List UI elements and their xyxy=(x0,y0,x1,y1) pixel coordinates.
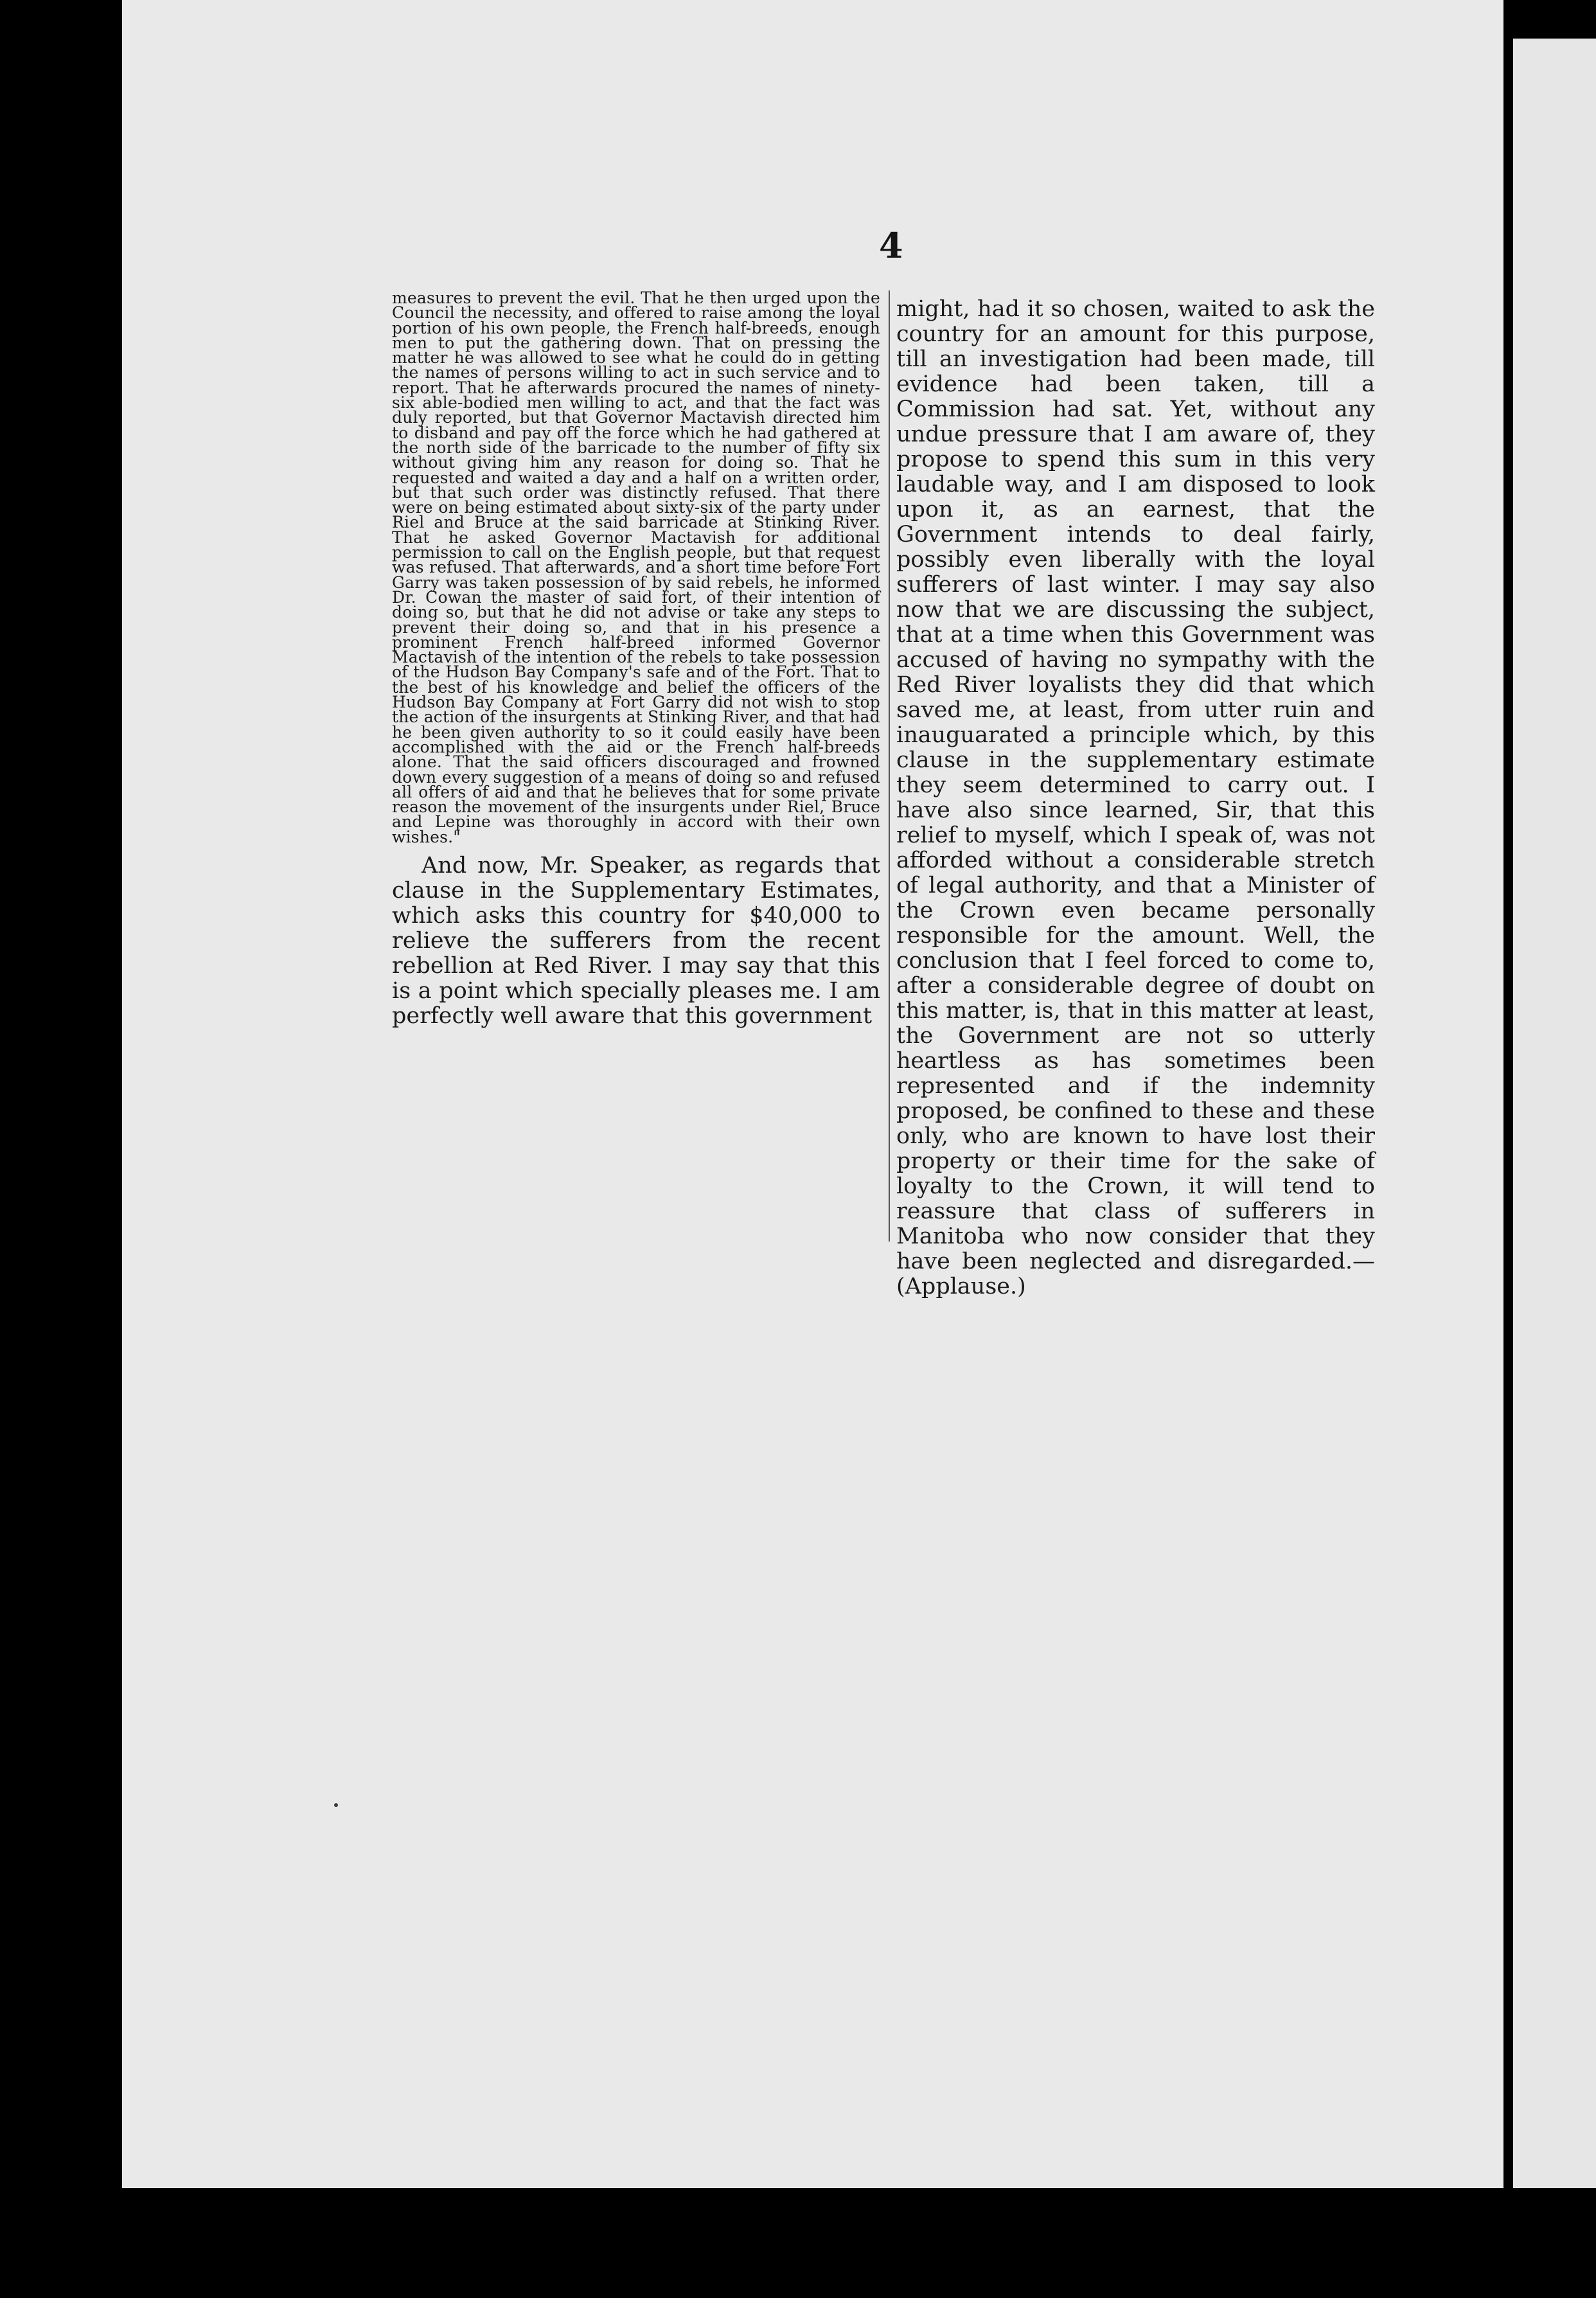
right-column-paragraph: might, had it so chosen, waited to ask the country for an amount for this purpose, till an investigation had been made, till evidence had been taken, till a Commission had sat. Yet, without any undue pressure that I am aware of, they propose to spend this sum in this very laudable way, and I am disposed to look upon it, as an earnest, that the Government intends to deal fairly, possibly even liberally with the loyal sufferers of last winter. I may say also now that we are discussing the subject, that at a time when this Government was accused of having no sympathy with the Red River loyalists they did that which saved me, at least, from utter ruin and inauguarated a principle which, by this clause in the supplementary estimate they seem determined to carry out. I have also since learned, Sir, that this relief to myself, which I speak of, was not afforded without a considerable stretch of legal authority, and that a Minister of the Crown even became personally responsible for the amount. Well, the conclusion that I feel forced to come to, after a considerable degree of doubt on this matter, is, that in this matter at least, the Government are not so utterly heartless as has sometimes been represented and if the indemnity proposed, be confined to these and these only, who are known to have lost their property or their time for the sake of loyalty to the Crown, it will tend to reassure that class of sufferers in Manitoba who now consider that they have been neglected and disregarded.—(Applause.) xyxy=(896,296,1375,1299)
quoted-testimony-paragraph: measures to prevent the evil. That he then urged upon the Council the necessity, and offered to raise among the loyal portion of his own people, the French half-breeds, enough men to put the gathering down. That on pressing the matter he was allowed to see what he could do in getting the names of persons willing to act in such service and to report. That he afterwards procured the names of ninety-six able-bodied men willing to act, and that the fact was duly reported, but that Governor Mactavish directed him to disband and pay off the force which he had gathered at the north side of the barricade to the number of fifty six without giving him any reason for doing so. That he requested and waited a day and a half on a written order, but that such order was distinctly refused. That there were on being estimated about sixty-six of the party under Riel and Bruce at the said barricade at Stinking River. That he asked Governor Mactavish for additional permission to call on the English people, but that request was refused. That afterwards, and a short time before Fort Garry was taken possession of by said rebels, he informed Dr. Cowan the master of said fort, of their intention of doing so, but that he did not advise or take any steps to prevent their doing so, and that in his presence a prominent French half-breed informed Governor Mactavish of the intention of the rebels to take possession of the Hudson Bay Company's safe and of the Fort. That to the best of his knowledge and belief the officers of the Hudson Bay Company at Fort Garry did not wish to stop the action of the insurgents at Stinking River, and that had he been given authority to so it could easily have been accomplished with the aid or the French half-breeds alone. That the said officers discouraged and frowned down every suggestion of a means of doing so and refused all offers of aid and that he believes that for some private reason the movement of the insurgents under Riel, Bruce and Lepine was thoroughly in accord with their own wishes." xyxy=(392,289,880,846)
scan-speck xyxy=(334,1803,338,1807)
adjacent-page-edge xyxy=(1513,39,1596,2188)
speech-paragraph: And now, Mr. Speaker, as regards that clause in the Supplementary Estimates, which asks this country for $40,000 to relieve the sufferers from the recent rebellion at Red River. I may say that this is a point which specially pleases me. I am perfectly well aware that this government xyxy=(392,852,880,1029)
left-column xyxy=(392,290,880,1029)
column-divider xyxy=(889,290,890,1242)
right-column xyxy=(896,297,1375,1299)
page-number: 4 xyxy=(879,225,903,266)
